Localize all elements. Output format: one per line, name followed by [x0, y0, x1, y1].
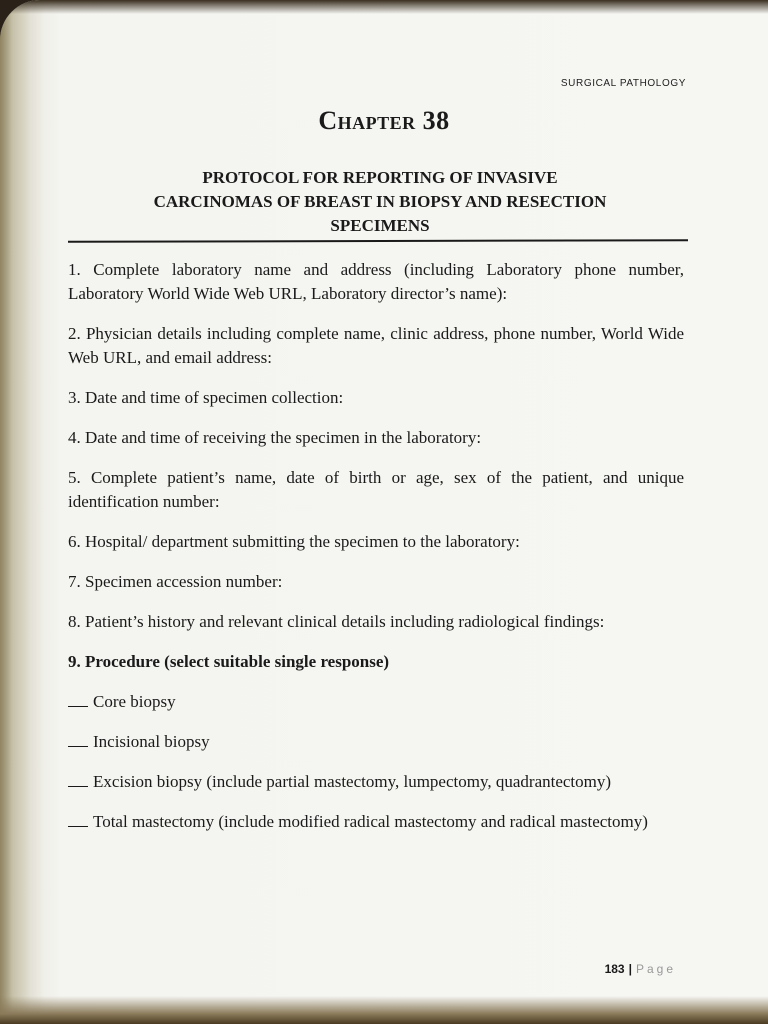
blank-line	[68, 696, 88, 707]
protocol-content	[68, 258, 684, 850]
protocol-item-6: 6. Hospital/ department submitting the specimen to the laboratory:	[68, 532, 520, 551]
protocol-title-line: SPECIMENS	[330, 216, 430, 235]
procedure-option-incisional-biopsy	[68, 730, 684, 754]
protocol-item-4: 4. Date and time of receiving the specimen in the laboratory:	[68, 428, 482, 447]
page-footer	[605, 962, 676, 976]
protocol-item-7: 7. Specimen accession number:	[68, 572, 283, 591]
protocol-item-1: 1. Complete laboratory name and address (including Laboratory phone number, Laboratory World Wide Web URL, Laboratory director’s name):	[68, 260, 684, 303]
option-label: Incisional biopsy	[93, 732, 210, 751]
option-label: Total mastectomy (include modified radical mastectomy and radical mastectomy)	[93, 812, 648, 831]
protocol-item-3: 3. Date and time of specimen collection:	[68, 388, 344, 407]
running-head: SURGICAL PATHOLOGY	[560, 78, 686, 89]
protocol-title-line: CARCINOMAS OF BREAST IN BIOPSY AND RESECTION	[153, 192, 607, 211]
blank-line	[68, 776, 88, 787]
procedure-option-core-biopsy	[68, 690, 684, 714]
page-number: 183	[604, 962, 625, 976]
page-top-shadow	[0, 0, 768, 14]
protocol-item-5: 5. Complete patient’s name, date of birth or age, sex of the patient, and unique identification number:	[68, 468, 684, 511]
procedure-option-total-mastectomy	[68, 810, 684, 834]
protocol-title-line: PROTOCOL FOR REPORTING OF INVASIVE	[202, 168, 558, 187]
option-label: Excision biopsy (include partial mastectomy, lumpectomy, quadrantectomy)	[93, 772, 612, 791]
blank-line	[68, 816, 88, 827]
page-bottom-edge	[0, 996, 768, 1024]
option-label: Core biopsy	[93, 692, 176, 711]
protocol-item-2: 2. Physician details including complete name, clinic address, phone number, World Wide Web URL, and email address:	[68, 324, 684, 367]
chapter-title: Chapter 38	[318, 106, 450, 135]
protocol-title	[70, 166, 690, 238]
title-rule	[68, 239, 688, 243]
page-word: Page	[635, 962, 676, 976]
procedure-option-excision-biopsy	[68, 770, 684, 794]
blank-line	[68, 736, 88, 747]
page-separator: |	[628, 962, 632, 976]
procedure-heading: 9. Procedure (select suitable single response)	[68, 652, 390, 671]
protocol-item-8: 8. Patient’s history and relevant clinical details including radiological findings:	[68, 612, 605, 631]
